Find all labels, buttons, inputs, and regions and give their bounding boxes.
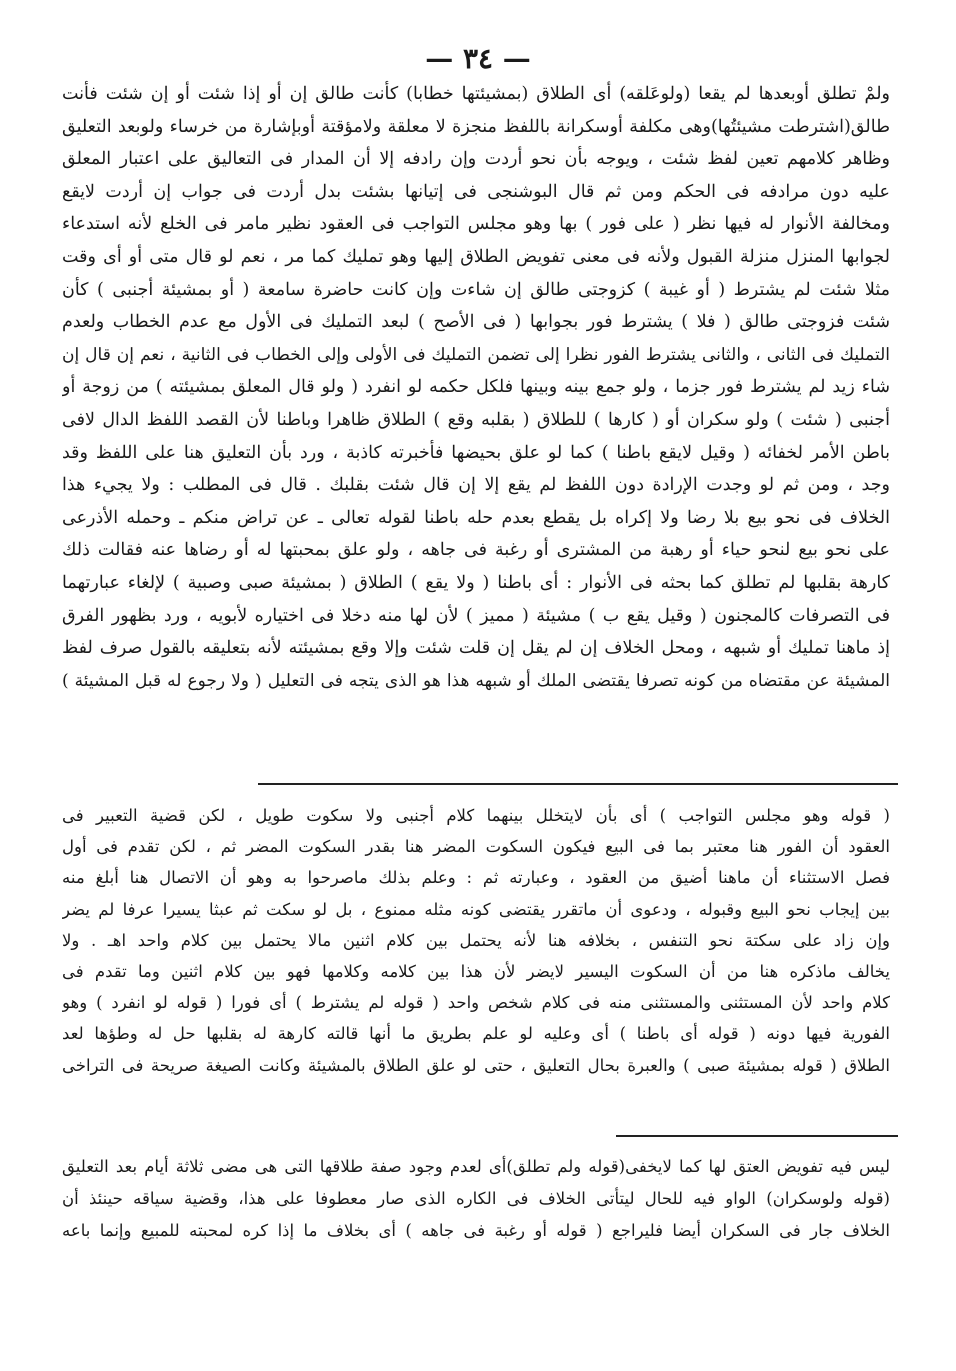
text-line: فى التصرفات كالمجنون ( وقيل يقع ب ) مشيئة ( مميز ) لأن لها منه دخلا فى اختياره لأبويه ، ورد بظهور الفرق xyxy=(62,605,890,626)
text-line: عليه دون مرادفه فى الحكم ومن ثم قال البوشنجى فى إتيانها بشئت بدل أردت فى جواب إن أردت لايقع xyxy=(62,181,890,202)
text-line: وجد ، ومن ثم لو وجدت الإرادة دون اللفظ لم يقع إلا إن قال شئت بقلبك . قال فى المطلب : ولا يجيء هذا xyxy=(62,475,890,496)
commentary-line: الفورية فيها دونه ( قوله أى باطنا ) أى وعليه لو علم بطريق ما أنها قالته كارهة له بقلبها حل له وطؤها لعد xyxy=(62,1024,890,1044)
text-line: أجنبى ( شئت ) ولو سكران أو ( كارها ) للطلاق ( بقلبه وقع ) الطلاق ظاهرا وباطنا لأن القصد اللفظ الدال لافى xyxy=(62,409,890,430)
commentary-line: العقود أن الفور هنا معتبر بما فى البيع فيكون السكوت المضر هنا بقدر السكوت المضر ثم ، لكن تقدم فى أول xyxy=(62,837,890,857)
text-line: التمليك فى الثانى ، والثانى يشترط الفور نظرا إلى تضمن التمليك فى الأولى وإلى الخطاب فى الثانية ، نعم إن قال إن xyxy=(62,344,890,365)
text-line: الخلاف فى نحو بيع بلا رضا ولا إكراه بل يقطع بعدم حله باطنا لقوله تعالى ـ عن تراض منكم ـ وحمله الأذرعى xyxy=(62,507,890,528)
commentary-line: الطلاق ( قوله بمشيئة صبى ) والعبرة بحال التعليق ، حتى لو علق الطلاق بالمشيئة وكانت الصيغة صريحة فى التراخى xyxy=(62,1055,890,1075)
secondary-commentary-line: (قوله ولوسكران) الواو فيه للحال ليتأتى الخلاف فى الكاره الذى صار معطوفا على هذا، وقضية سياقه حينئذ أن xyxy=(62,1189,890,1209)
main-text xyxy=(62,78,890,697)
commentary-line: يخالف ماذكره هنا من أن السكوت اليسير لايضر لأن هذا بين كلامه وكلامها فهو بين كلام اثنين وما تقدم فى xyxy=(62,961,890,981)
text-line: لجوابها المنزل منزلة القبول ولأنه فى معنى تفويض الطلاق إليها وهو تمليك كما مر ، نعم لو قال متى أو أى وقت xyxy=(62,246,890,267)
text-line: إذ ماهنا تمليك أو شبهه ، ومحل الخلاف إن لم يقل إن قلت شئت وإلا وقع بمشيئته لأنه بتعليقه بالقول صرف لفظ xyxy=(62,638,890,659)
text-line: المشيئة عن مقتضاه من كونه تصرفا يقتضى الملك أو شبهه هذا هو الذى يتجه فى التعليل ( ولا رجوع له قبل المشيئة ) xyxy=(62,670,890,691)
commentary-line: ( قوله وهو مجلس التواجب ) أى بأن لايتخلل بينهما كلام أجنبى ولا سكوت طويل ، لكن قضية التعبير فى xyxy=(62,806,890,825)
text-line: على نحو بيع لنحو حياء أو رهبة من المشترى أو رغبة فى جاهه ، ولو علق بمحبتها له أو رضاها عنه فقالت ذلك xyxy=(62,540,890,561)
commentary-separator xyxy=(258,783,898,785)
commentary-text xyxy=(62,800,890,1081)
text-line: شئت فزوجتى طالق ( فلا ) يشترط فور بجوابها ( فى الأصح ) لبعد التمليك فى الأول مع عدم الخطاب ولعدم xyxy=(62,312,890,333)
text-line: وظاهر كلامهم تعين لفظ شئت ، ويوجه بأن نحو أردت وإن رادفه إلا أن المدار فى التعاليق على اعتبار المعلق xyxy=(62,149,890,170)
text-line: كارهة بقلبها لم تطلق كما بحثه فى الأنوار : أى باطنا ( ولا يقع ) الطلاق ( بمشيئة صبى وصبية ) لإلغاء عبارتهما xyxy=(62,572,890,593)
secondary-commentary-line: ليس فيه تفويض العتق لها كما لايخفى(قوله ولم تطلق)أى لعدم وجود صفة طلاقها التى هى مضى ثلاثة أيام بعد التعليق xyxy=(62,1157,890,1176)
page-number: — ٣٤ — xyxy=(425,42,531,75)
text-line: ومخالفة الأنوار له فيها نظر ( على فور ) بها وهو مجلس التواجب فى العقود نظير مامر فى الخلع لأنه استدعاء xyxy=(62,214,890,235)
text-line: ولمْ تطلق أوبعدها لم يقعا (ولوعَلقه) أى الطلاق (بمشيئتها خطابا) كأنت طالق إن أو إذا شئت أو إن شئت فأنت xyxy=(62,84,890,104)
text-line: شاء زيد لم يشترط فور جزما ، ولو جمع بينه وبينها فلكل حكمه لو انفرد ( ولو قال المعلق بمشيئته ) من زوجة أو xyxy=(62,377,890,398)
text-line: مثلا شئت لم يشترط ( أو غيبة ) كزوجتى طالق إن شاءت وإن كانت حاضرة سامعة ( أو بمشيئة أجنبى ) كأن xyxy=(62,279,890,300)
commentary-line: كلام واحد لأن المستثنى والمستثنى منه فى كلام شخص واحد ( قوله لم يشترط ) أى فورا ( قوله لو انفرد ) وهو xyxy=(62,993,890,1013)
commentary-line: وإن زاد على سكتة نحو التنفس ، بخلافه هنا لأنه يحتمل بين كلام اثنين مالا يحتمل بين كلام واحد اهـ . ولا xyxy=(62,930,890,950)
commentary-line: بين إيجاب نحو البيع وقبوله ، ودعوى أن ماتقرر يقتضى كونه مثله ممنوع ، بل لو سكت ثم عبثا يسيرا عرفا لم يضر xyxy=(62,899,890,919)
secondary-commentary-separator xyxy=(616,1135,898,1137)
secondary-commentary-text xyxy=(62,1151,890,1248)
secondary-commentary-line: الخلاف جار فى السكران أيضا فليراجع ( قوله أو رغبة فى جاهه ) أى بخلاف ما إذا كره لمحبته للمبيع وإنما باعه xyxy=(62,1221,890,1241)
text-line: طالق(اشترطت مشيئتُها)وهى مكلفة أوسكرانة باللفظ منجزة لا معلقة ولامؤقتة أوبإشارة من خرساء ولوبعد التعليق xyxy=(62,116,890,137)
text-line: باطن الأمر لخفائه ( وقيل لايقع باطنا ) كما لو علق بحيضها فأخبرته كاذبة ، ورد بأن التعليق هنا على اللفظ وقد xyxy=(62,442,890,463)
commentary-line: فصل الاستثناء أن ماهنا أضيق من العقود ، وعبارته ثم : وعلم بذلك ماصرحوا به وهو أن الاتصال هنا أبلغ منه xyxy=(62,868,890,888)
